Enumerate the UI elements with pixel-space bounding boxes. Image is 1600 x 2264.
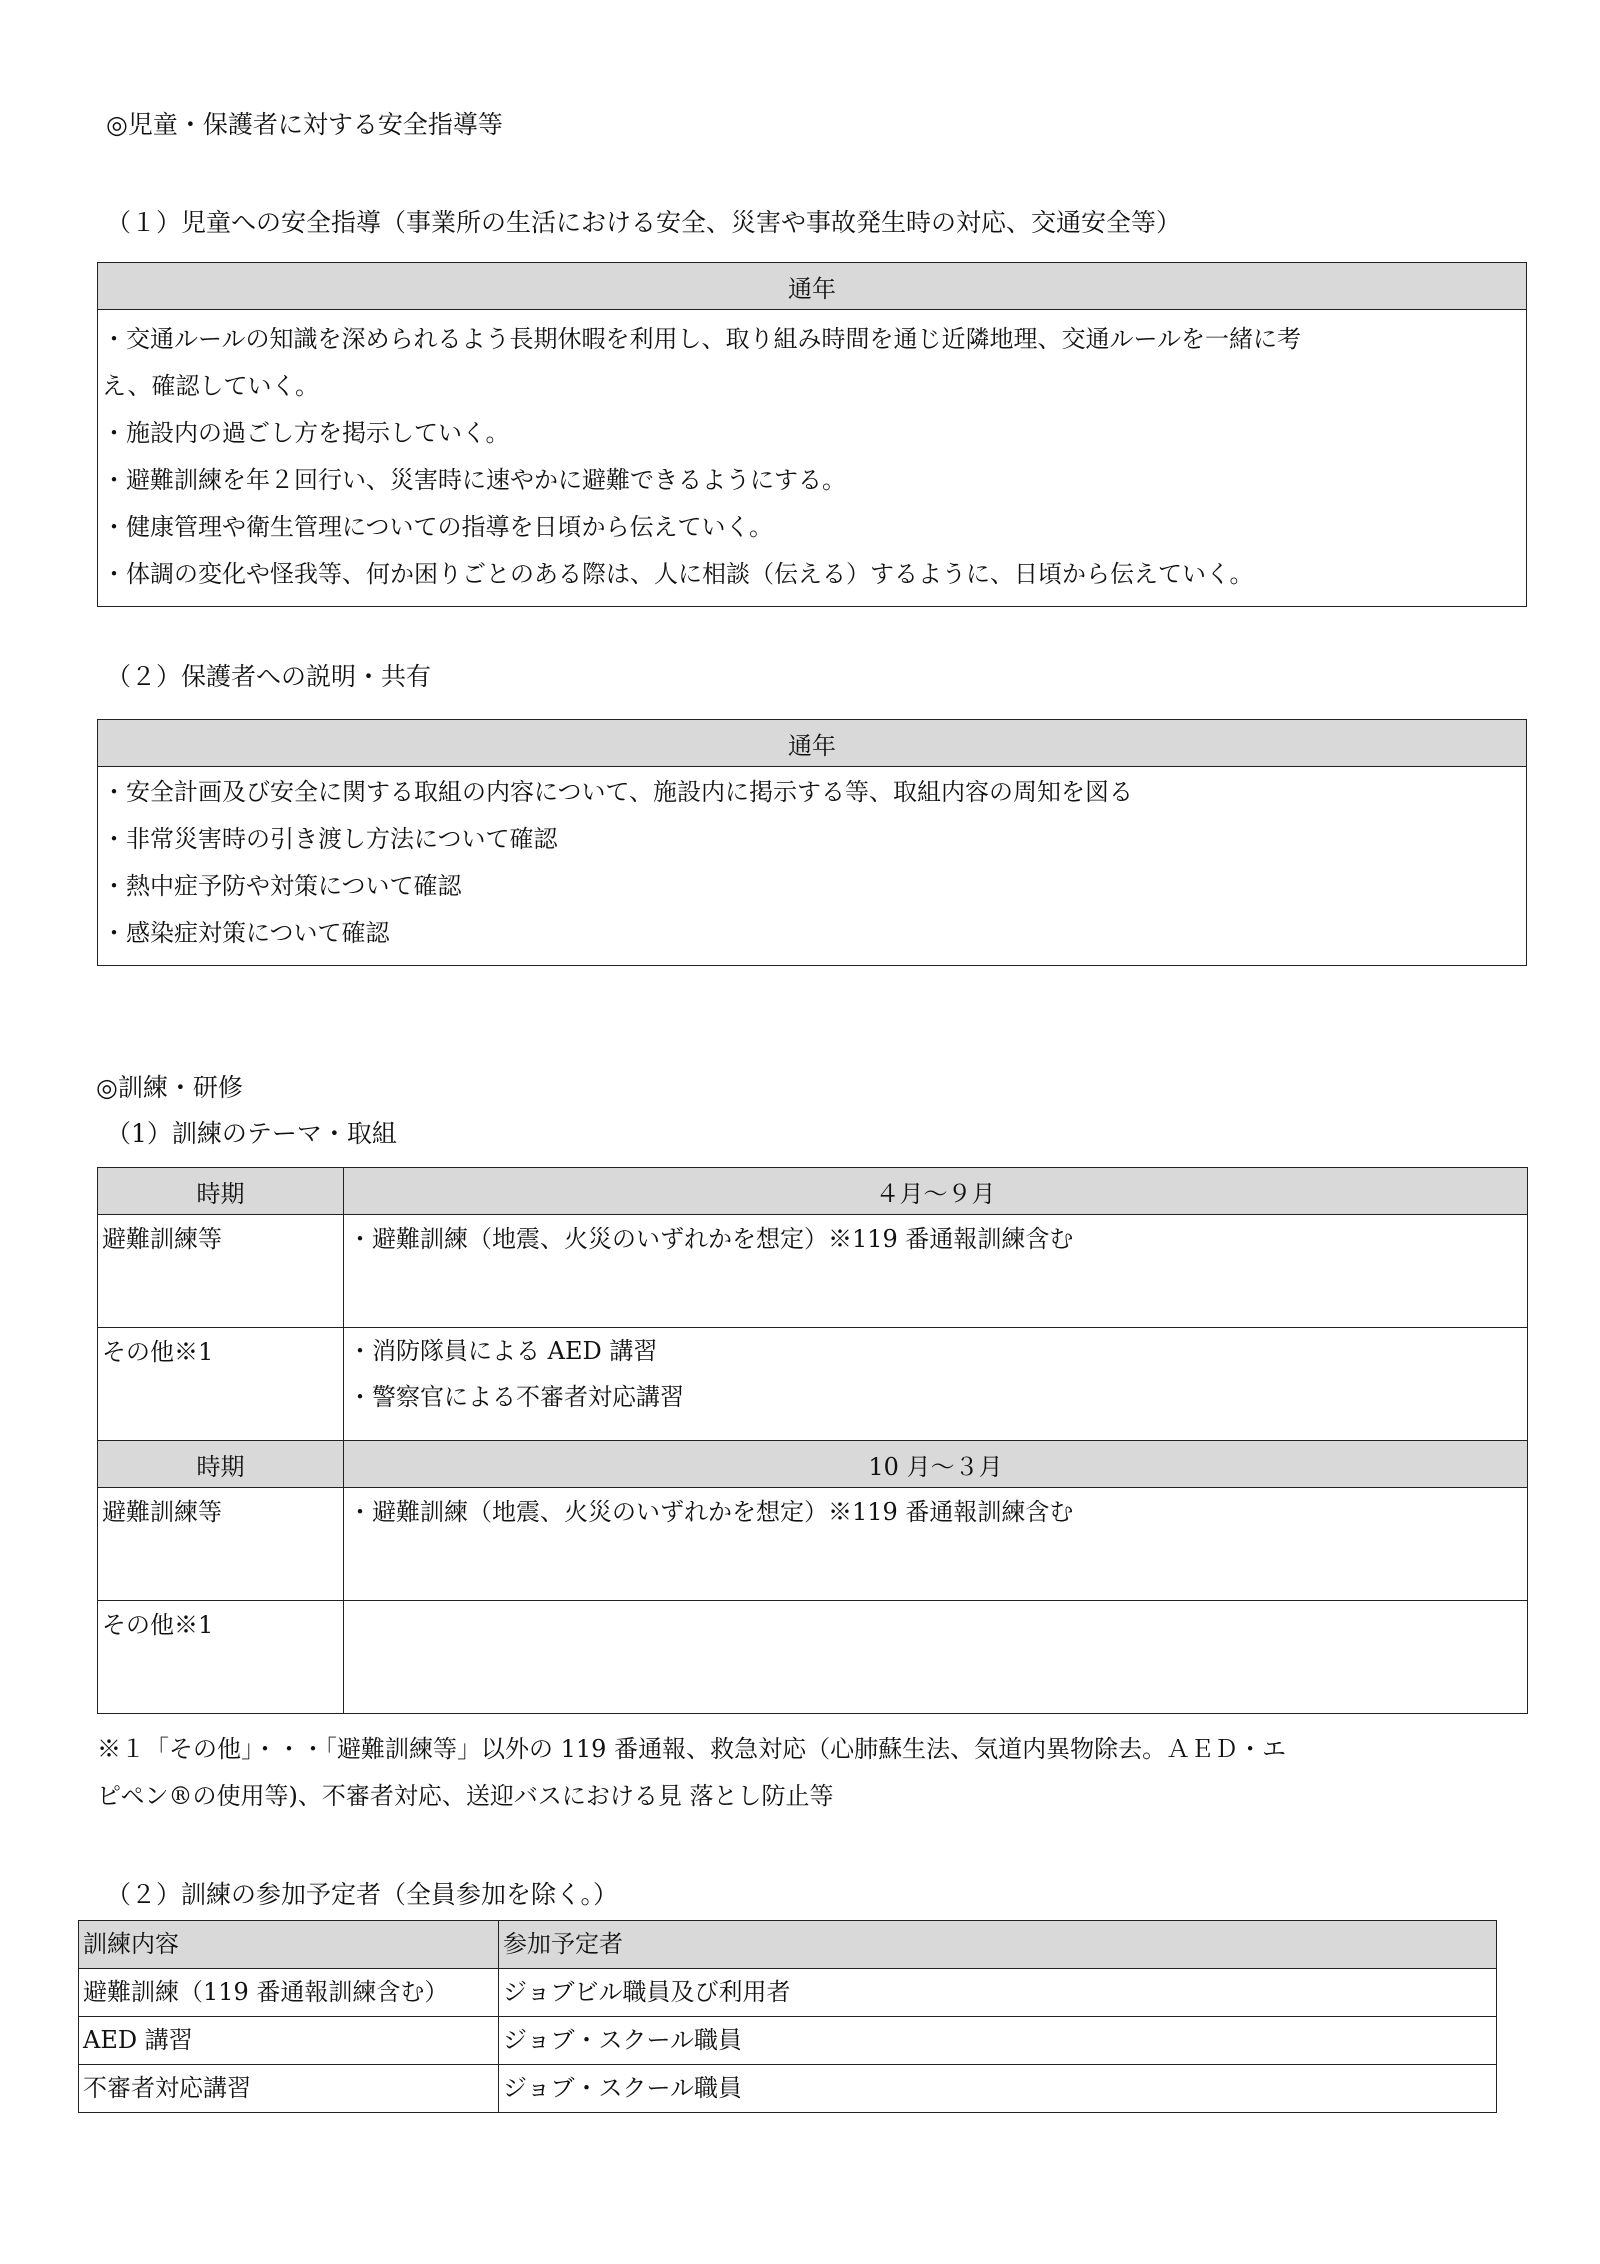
period-label: 時期 — [98, 1168, 344, 1215]
subsection-title-guardian: （２）保護者への説明・共有 — [106, 662, 432, 691]
list-item: ・体調の変化や怪我等、何か困りごとのある際は、人に相談（伝える）するように、日頃から伝えていく。 — [102, 560, 1254, 588]
row-label-evacuation: 避難訓練等 — [98, 1488, 344, 1601]
list-item: ・交通ルールの知識を深められるよう長期休暇を利用し、取り組み時間を通じ近隣地理、交通ルールを一緒に考 — [102, 325, 1302, 353]
list-item: ・消防隊員による AED 講習 — [348, 1337, 658, 1365]
footnote-line: ※１「その他」・・・「避難訓練等」以外の 119 番通報、救急対応（心肺蘇生法、気道内異物除去。ＡＥＤ・エ — [97, 1735, 1287, 1763]
list-item: ・熱中症予防や対策について確認 — [102, 872, 462, 900]
child-safety-table — [97, 262, 1527, 607]
list-item: ・安全計画及び安全に関する取組の内容について、施設内に掲示する等、取組内容の周知を図る — [102, 778, 1134, 806]
table-header: 通年 — [98, 263, 1527, 310]
list-item: ・健康管理や衛生管理についての指導を日頃から伝えていく。 — [102, 513, 774, 541]
section-heading-training: ◎訓練・研修 — [96, 1073, 243, 1102]
table-row — [79, 2017, 1497, 2065]
subsection-title-child-safety: （１）児童への安全指導（事業所の生活における安全、災害や事故発生時の対応、交通安全等） — [106, 208, 1182, 237]
bullet-list-cell — [98, 310, 1527, 607]
list-item: ・感染症対策について確認 — [102, 919, 390, 947]
training-content: 避難訓練（119 番通報訓練含む） — [79, 1969, 499, 2017]
other-plan-2 — [344, 1601, 1528, 1714]
list-item: ・避難訓練を年２回行い、災害時に速やかに避難できるようにする。 — [102, 466, 846, 494]
section-heading-safety: ◎児童・保護者に対する安全指導等 — [106, 110, 503, 139]
period-oct-mar: 10 月～３月 — [344, 1441, 1528, 1488]
training-participants: ジョブ・スクール職員 — [499, 2017, 1497, 2065]
column-header-participants: 参加予定者 — [499, 1921, 1497, 1969]
other-plan-1 — [344, 1328, 1528, 1441]
bullet-list-cell — [98, 767, 1527, 966]
list-item: ・施設内の過ごし方を掲示していく。 — [102, 419, 510, 447]
period-apr-sep: ４月～９月 — [344, 1168, 1528, 1215]
table-header: 通年 — [98, 720, 1527, 767]
training-participants: ジョブ・スクール職員 — [499, 2065, 1497, 2113]
training-content: AED 講習 — [79, 2017, 499, 2065]
subsection-title-training-theme: （1）訓練のテーマ・取組 — [106, 1119, 397, 1148]
row-label-other: その他※1 — [98, 1601, 344, 1714]
table-row — [79, 2065, 1497, 2113]
row-label-other: その他※1 — [98, 1328, 344, 1441]
guardian-table — [97, 719, 1527, 966]
training-schedule-table — [97, 1167, 1528, 1714]
evacuation-plan-2: ・避難訓練（地震、火災のいずれかを想定）※119 番通報訓練含む — [344, 1488, 1528, 1601]
column-header-content: 訓練内容 — [79, 1921, 499, 1969]
list-item: ・非常災害時の引き渡し方法について確認 — [102, 825, 558, 853]
row-label-evacuation: 避難訓練等 — [98, 1215, 344, 1328]
training-participants: ジョブビル職員及び利用者 — [499, 1969, 1497, 2017]
participants-table — [78, 1920, 1497, 2113]
table-row — [79, 1969, 1497, 2017]
footnote — [97, 1726, 1537, 1820]
evacuation-plan-1: ・避難訓練（地震、火災のいずれかを想定）※119 番通報訓練含む — [344, 1215, 1528, 1328]
list-item: ・警察官による不審者対応講習 — [348, 1383, 684, 1411]
footnote-line: ピペン®の使用等)、不審者対応、送迎バスにおける見 落とし防止等 — [97, 1782, 834, 1810]
subsection-title-participants: （２）訓練の参加予定者（全員参加を除く。） — [106, 1880, 619, 1909]
period-label: 時期 — [98, 1441, 344, 1488]
list-item: え、確認していく。 — [102, 372, 319, 400]
training-content: 不審者対応講習 — [79, 2065, 499, 2113]
